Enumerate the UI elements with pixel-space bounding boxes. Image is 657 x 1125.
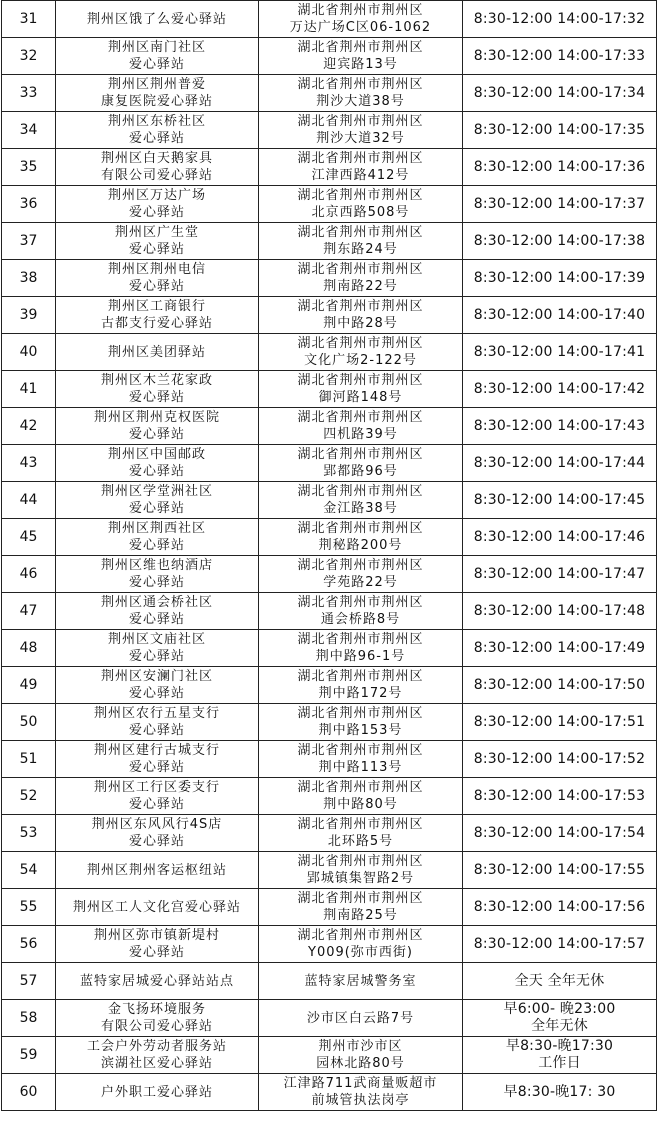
table-row [2, 186, 657, 223]
station-address-line: 学苑路22号 [323, 575, 398, 590]
station-address [259, 223, 463, 260]
row-number: 33 [2, 75, 56, 112]
opening-hours-line: 8:30-12:00 14:00-17:45 [473, 491, 646, 508]
station-address-line: 湖北省荆州市荆州区 [297, 780, 424, 795]
row-number: 46 [2, 556, 56, 593]
station-name-line: 古都支行爱心驿站 [100, 316, 213, 331]
row-number: 35 [2, 149, 56, 186]
row-number: 51 [2, 741, 56, 778]
station-address [259, 815, 463, 852]
opening-hours-line: 8:30-12:00 14:00-17:41 [473, 343, 646, 360]
station-address-line: 湖北省荆州市荆州区 [297, 77, 424, 92]
station-address-line: 荆中路80号 [323, 797, 398, 812]
station-name-line: 有限公司爱心驿站 [100, 1019, 213, 1034]
table-row [2, 852, 657, 889]
station-name-line: 荆州区维也纳酒店 [100, 558, 213, 573]
station-address [259, 482, 463, 519]
station-name-line: 爱心驿站 [128, 242, 185, 257]
opening-hours [463, 593, 657, 630]
row-number: 48 [2, 630, 56, 667]
station-name-line: 荆州区饿了么爱心驿站 [86, 11, 227, 27]
station-address-line: 荆南路22号 [323, 279, 398, 294]
row-number: 37 [2, 223, 56, 260]
table-row [2, 889, 657, 926]
table-row [2, 667, 657, 704]
station-address [259, 593, 463, 630]
station-address-line: 荆中路96-1号 [315, 649, 406, 664]
table-row [2, 1037, 657, 1074]
station-name-line: 荆州区荆州普爱 [107, 77, 206, 92]
row-number: 59 [2, 1037, 56, 1074]
station-address [259, 1000, 463, 1037]
station-address-line: 湖北省荆州市荆州区 [297, 817, 424, 832]
station-name-line: 荆州区中国邮政 [107, 447, 206, 462]
station-address [259, 371, 463, 408]
table-row [2, 445, 657, 482]
opening-hours [463, 519, 657, 556]
station-name [56, 889, 259, 926]
station-name [56, 778, 259, 815]
station-address-line: 湖北省荆州市荆州区 [297, 373, 424, 388]
opening-hours-line: 早6:00- 晚23:00 [503, 1001, 616, 1017]
station-name-line: 荆州区荆州客运枢纽站 [86, 862, 227, 878]
station-name [56, 371, 259, 408]
station-name [56, 815, 259, 852]
row-number: 49 [2, 667, 56, 704]
station-address-line: 荆沙大道32号 [316, 131, 405, 146]
station-address-line: 通会桥路8号 [320, 612, 401, 627]
opening-hours-line: 8:30-12:00 14:00-17:34 [473, 84, 646, 101]
opening-hours [463, 1, 657, 38]
station-address-line: 湖北省荆州市荆州区 [297, 632, 424, 647]
row-number: 53 [2, 815, 56, 852]
opening-hours [463, 38, 657, 75]
opening-hours-line: 8:30-12:00 14:00-17:43 [473, 417, 646, 434]
opening-hours-line: 8:30-12:00 14:00-17:32 [473, 10, 646, 27]
station-name-line: 荆州区南门社区 [107, 40, 206, 55]
station-address-line: 湖北省荆州市荆州区 [297, 595, 424, 610]
opening-hours [463, 926, 657, 963]
station-name-line: 爱心驿站 [128, 279, 185, 294]
station-name [56, 519, 259, 556]
station-name-line: 爱心驿站 [128, 205, 185, 220]
station-address-line: 迎宾路13号 [323, 57, 398, 72]
station-name [56, 149, 259, 186]
station-name [56, 445, 259, 482]
station-address-line: 湖北省荆州市荆州区 [297, 521, 424, 536]
station-name-line: 荆州区广生堂 [114, 225, 199, 240]
station-name-line: 荆州区安澜门社区 [100, 669, 213, 684]
opening-hours [463, 1037, 657, 1074]
station-name [56, 1037, 259, 1074]
station-address-line: 前城管执法岗亭 [311, 1093, 410, 1108]
opening-hours [463, 778, 657, 815]
opening-hours-line: 8:30-12:00 14:00-17:35 [473, 121, 646, 138]
station-name-line: 爱心驿站 [128, 131, 185, 146]
station-address-line: 湖北省荆州市荆州区 [297, 188, 424, 203]
station-name [56, 334, 259, 371]
station-name-line: 爱心驿站 [128, 427, 185, 442]
opening-hours [463, 223, 657, 260]
station-name [56, 1074, 259, 1111]
opening-hours-line: 全年无休 [531, 1018, 588, 1034]
station-address [259, 963, 463, 1000]
station-address [259, 519, 463, 556]
station-name [56, 556, 259, 593]
station-name-line: 爱心驿站 [128, 760, 185, 775]
table-row [2, 408, 657, 445]
station-name [56, 630, 259, 667]
station-address-line: 湖北省荆州市荆州区 [297, 854, 424, 869]
station-name-line: 工会户外劳动者服务站 [86, 1039, 227, 1054]
table-row [2, 556, 657, 593]
station-name-line: 荆州区文庙社区 [107, 632, 206, 647]
opening-hours-line: 8:30-12:00 14:00-17:36 [473, 158, 646, 175]
row-number: 47 [2, 593, 56, 630]
opening-hours [463, 112, 657, 149]
station-address-line: 江津西路412号 [311, 168, 410, 183]
opening-hours-line: 8:30-12:00 14:00-17:54 [473, 824, 646, 841]
station-name-line: 荆州区工商银行 [107, 299, 206, 314]
station-address-line: 湖北省荆州市荆州区 [297, 743, 424, 758]
station-address-line: 湖北省荆州市荆州区 [297, 151, 424, 166]
opening-hours-line: 早8:30-晚17:30 [505, 1038, 614, 1054]
station-name [56, 741, 259, 778]
table-row [2, 1000, 657, 1037]
station-address [259, 852, 463, 889]
station-address [259, 186, 463, 223]
station-address [259, 741, 463, 778]
station-address [259, 667, 463, 704]
station-address [259, 926, 463, 963]
station-name-line: 爱心驿站 [128, 723, 185, 738]
table-row [2, 815, 657, 852]
station-address-line: 荆秘路200号 [318, 538, 403, 553]
station-name-line: 荆州区建行古城支行 [93, 743, 220, 758]
opening-hours-line: 8:30-12:00 14:00-17:51 [473, 713, 646, 730]
opening-hours-line: 8:30-12:00 14:00-17:44 [473, 454, 646, 471]
table-row [2, 38, 657, 75]
station-address [259, 778, 463, 815]
row-number: 31 [2, 1, 56, 38]
station-address-line: 荆沙大道38号 [316, 94, 405, 109]
station-address-line: 万达广场C区06-1062 [289, 20, 432, 35]
opening-hours [463, 889, 657, 926]
opening-hours-line: 8:30-12:00 14:00-17:57 [473, 935, 646, 952]
station-name [56, 1, 259, 38]
station-address [259, 556, 463, 593]
table-row [2, 519, 657, 556]
table-row [2, 1, 657, 38]
opening-hours-line: 8:30-12:00 14:00-17:49 [473, 639, 646, 656]
station-address-line: 江津路711武商量贩超市 [283, 1076, 438, 1091]
opening-hours [463, 963, 657, 1000]
station-name-line: 荆州区美团驿站 [107, 344, 206, 360]
station-address-line: 四机路39号 [323, 427, 398, 442]
opening-hours [463, 445, 657, 482]
opening-hours-line: 全天 全年无休 [514, 972, 605, 989]
station-address [259, 704, 463, 741]
station-address-line: 郢城镇集智路2号 [306, 871, 415, 886]
opening-hours-line: 8:30-12:00 14:00-17:55 [473, 861, 646, 878]
station-address-line: 湖北省荆州市荆州区 [297, 484, 424, 499]
opening-hours [463, 482, 657, 519]
station-address-line: 湖北省荆州市荆州区 [297, 336, 424, 351]
opening-hours [463, 149, 657, 186]
opening-hours [463, 704, 657, 741]
row-number: 34 [2, 112, 56, 149]
station-name-line: 荆州区荆州克权医院 [93, 410, 220, 425]
station-address-line: 荆州市沙市区 [318, 1039, 403, 1054]
station-name-line: 荆州区东桥社区 [107, 114, 206, 129]
station-name [56, 223, 259, 260]
opening-hours [463, 1000, 657, 1037]
opening-hours-line: 早8:30-晚17: 30 [503, 1083, 616, 1100]
table-body [2, 1, 657, 1111]
row-number: 38 [2, 260, 56, 297]
opening-hours [463, 667, 657, 704]
station-name [56, 482, 259, 519]
opening-hours [463, 186, 657, 223]
station-address-line: 金江路38号 [323, 501, 398, 516]
station-name-line: 爱心驿站 [128, 649, 185, 664]
row-number: 41 [2, 371, 56, 408]
station-name [56, 260, 259, 297]
station-address [259, 445, 463, 482]
station-name [56, 38, 259, 75]
row-number: 57 [2, 963, 56, 1000]
station-name-line: 荆州区木兰花家政 [100, 373, 213, 388]
station-name [56, 704, 259, 741]
opening-hours-line: 8:30-12:00 14:00-17:38 [473, 232, 646, 249]
station-address-line: 湖北省荆州市荆州区 [297, 447, 424, 462]
station-address-line: 湖北省荆州市荆州区 [297, 40, 424, 55]
station-address [259, 630, 463, 667]
opening-hours-line: 8:30-12:00 14:00-17:40 [473, 306, 646, 323]
station-table [1, 0, 657, 1111]
station-address-line: 湖北省荆州市荆州区 [297, 3, 424, 18]
station-name [56, 926, 259, 963]
station-address [259, 334, 463, 371]
table-row [2, 593, 657, 630]
table-row [2, 75, 657, 112]
station-name-line: 爱心驿站 [128, 834, 185, 849]
station-address-line: 湖北省荆州市荆州区 [297, 114, 424, 129]
opening-hours [463, 297, 657, 334]
station-address-line: 沙市区白云路7号 [306, 1010, 415, 1026]
station-address [259, 75, 463, 112]
station-address [259, 408, 463, 445]
opening-hours-line: 8:30-12:00 14:00-17:56 [473, 898, 646, 915]
opening-hours [463, 815, 657, 852]
station-name-line: 爱心驿站 [128, 390, 185, 405]
row-number: 42 [2, 408, 56, 445]
station-name-line: 荆州区荆西社区 [107, 521, 206, 536]
opening-hours-line: 8:30-12:00 14:00-17:42 [473, 380, 646, 397]
station-address-line: 文化广场2-122号 [304, 353, 417, 368]
table-row [2, 149, 657, 186]
station-name-line: 有限公司爱心驿站 [100, 168, 213, 183]
station-address-line: 荆中路153号 [318, 723, 403, 738]
opening-hours [463, 371, 657, 408]
opening-hours [463, 260, 657, 297]
station-address-line: 湖北省荆州市荆州区 [297, 225, 424, 240]
station-name-line: 户外职工爱心驿站 [100, 1084, 213, 1100]
opening-hours [463, 852, 657, 889]
station-address-line: 蓝特家居城警务室 [304, 973, 417, 989]
table-row [2, 482, 657, 519]
table-row [2, 963, 657, 1000]
station-name-line: 爱心驿站 [128, 501, 185, 516]
station-name-line: 爱心驿站 [128, 57, 185, 72]
row-number: 60 [2, 1074, 56, 1111]
station-name-line: 荆州区荆州电信 [107, 262, 206, 277]
opening-hours-line: 8:30-12:00 14:00-17:52 [473, 750, 646, 767]
station-address [259, 149, 463, 186]
table-row [2, 704, 657, 741]
station-name [56, 75, 259, 112]
table-row [2, 334, 657, 371]
opening-hours [463, 75, 657, 112]
opening-hours-line: 8:30-12:00 14:00-17:46 [473, 528, 646, 545]
station-name-line: 爱心驿站 [128, 538, 185, 553]
station-name-line: 爱心驿站 [128, 464, 185, 479]
station-name [56, 667, 259, 704]
opening-hours-line: 工作日 [538, 1055, 581, 1071]
station-address-line: 湖北省荆州市荆州区 [297, 706, 424, 721]
station-address [259, 260, 463, 297]
row-number: 54 [2, 852, 56, 889]
table-row [2, 1074, 657, 1111]
station-address-line: 湖北省荆州市荆州区 [297, 262, 424, 277]
station-name [56, 963, 259, 1000]
station-name-line: 爱心驿站 [128, 612, 185, 627]
station-address [259, 1074, 463, 1111]
table-row [2, 741, 657, 778]
station-name-line: 康复医院爱心驿站 [100, 94, 213, 109]
table-row [2, 223, 657, 260]
station-name-line: 荆州区弥市镇新堤村 [93, 928, 220, 943]
row-number: 58 [2, 1000, 56, 1037]
station-name-line: 滨湖社区爱心驿站 [100, 1056, 213, 1071]
opening-hours-line: 8:30-12:00 14:00-17:50 [473, 676, 646, 693]
station-name [56, 112, 259, 149]
station-address-line: 湖北省荆州市荆州区 [297, 558, 424, 573]
station-address-line: 荆中路28号 [323, 316, 398, 331]
station-address-line: 北环路5号 [327, 834, 394, 849]
station-address [259, 38, 463, 75]
opening-hours-line: 8:30-12:00 14:00-17:39 [473, 269, 646, 286]
station-name [56, 297, 259, 334]
station-address-line: 湖北省荆州市荆州区 [297, 891, 424, 906]
station-name-line: 荆州区东风风行4S店 [91, 817, 223, 832]
station-name-line: 荆州区农行五星支行 [93, 706, 220, 721]
row-number: 43 [2, 445, 56, 482]
station-address-line: 湖北省荆州市荆州区 [297, 669, 424, 684]
opening-hours [463, 741, 657, 778]
station-name-line: 爱心驿站 [128, 945, 185, 960]
station-name-line: 荆州区工人文化宫爱心驿站 [72, 899, 241, 915]
station-name-line: 蓝特家居城爱心驿站站点 [79, 973, 234, 989]
opening-hours [463, 1074, 657, 1111]
station-address-line: 荆中路172号 [318, 686, 403, 701]
row-number: 32 [2, 38, 56, 75]
station-address-line: 荆东路24号 [323, 242, 398, 257]
station-name [56, 852, 259, 889]
opening-hours-line: 8:30-12:00 14:00-17:48 [473, 602, 646, 619]
station-name-line: 荆州区工行区委支行 [93, 780, 220, 795]
table-row [2, 260, 657, 297]
station-name-line: 爱心驿站 [128, 575, 185, 590]
station-address-line: 郢都路96号 [323, 464, 398, 479]
station-address-line: 北京西路508号 [311, 205, 410, 220]
row-number: 45 [2, 519, 56, 556]
row-number: 50 [2, 704, 56, 741]
station-address-line: 湖北省荆州市荆州区 [297, 299, 424, 314]
station-address-line: Y009(弥市西街) [308, 945, 413, 960]
table-row [2, 112, 657, 149]
station-name-line: 荆州区万达广场 [107, 188, 206, 203]
station-name-line: 爱心驿站 [128, 686, 185, 701]
station-name [56, 186, 259, 223]
station-address [259, 889, 463, 926]
station-address-line: 御河路148号 [318, 390, 403, 405]
station-address-line: 园林北路80号 [316, 1056, 405, 1071]
row-number: 52 [2, 778, 56, 815]
station-address-line: 湖北省荆州市荆州区 [297, 410, 424, 425]
station-address-line: 荆中路113号 [318, 760, 403, 775]
opening-hours-line: 8:30-12:00 14:00-17:47 [473, 565, 646, 582]
row-number: 55 [2, 889, 56, 926]
opening-hours [463, 408, 657, 445]
station-name-line: 荆州区学堂洲社区 [100, 484, 213, 499]
opening-hours [463, 630, 657, 667]
station-address [259, 1, 463, 38]
row-number: 44 [2, 482, 56, 519]
opening-hours-line: 8:30-12:00 14:00-17:37 [473, 195, 646, 212]
table-row [2, 778, 657, 815]
station-address [259, 1037, 463, 1074]
row-number: 39 [2, 297, 56, 334]
station-name-line: 金飞扬环境服务 [107, 1002, 206, 1017]
opening-hours-line: 8:30-12:00 14:00-17:53 [473, 787, 646, 804]
station-name [56, 408, 259, 445]
station-address [259, 297, 463, 334]
station-address-line: 湖北省荆州市荆州区 [297, 928, 424, 943]
station-address [259, 112, 463, 149]
opening-hours-line: 8:30-12:00 14:00-17:33 [473, 47, 646, 64]
station-name-line: 爱心驿站 [128, 797, 185, 812]
table-row [2, 926, 657, 963]
station-name [56, 1000, 259, 1037]
row-number: 56 [2, 926, 56, 963]
table-row [2, 297, 657, 334]
table-row [2, 630, 657, 667]
station-address-line: 荆南路25号 [323, 908, 398, 923]
station-name-line: 荆州区通会桥社区 [100, 595, 213, 610]
opening-hours [463, 334, 657, 371]
row-number: 40 [2, 334, 56, 371]
station-name [56, 593, 259, 630]
station-name-line: 荆州区白天鹅家具 [100, 151, 213, 166]
opening-hours [463, 556, 657, 593]
table-row [2, 371, 657, 408]
row-number: 36 [2, 186, 56, 223]
